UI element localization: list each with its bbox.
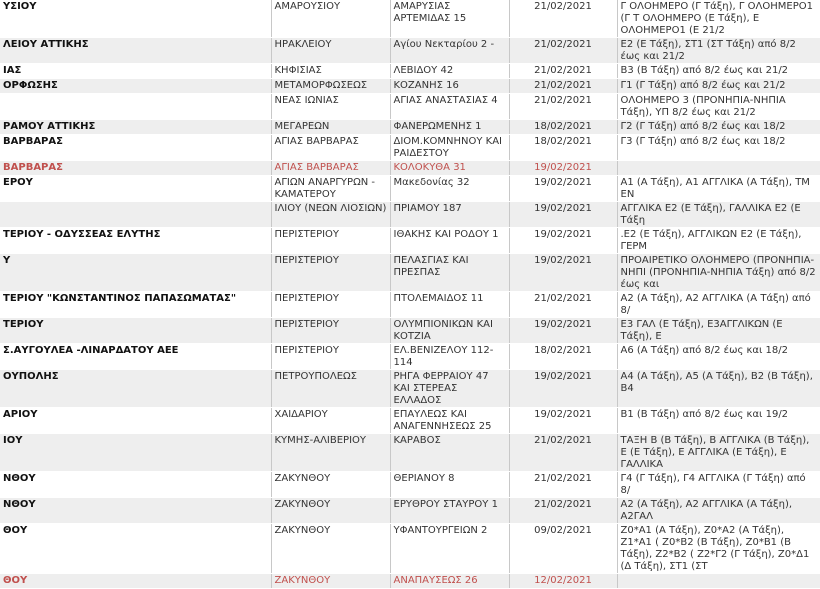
table-row — [0, 0, 820, 38]
address-cell: ΠΡΙΑΜΟΥ 187 — [390, 202, 509, 228]
closure-date-cell: 21/02/2021 — [509, 434, 617, 472]
closed-classes-cell: Ε3 ΓΑΛ (Ε Τάξη), Ε3ΑΓΓΛΙΚΩΝ (Ε Τάξη), Ε — [617, 318, 820, 344]
address-cell: Μακεδονίας 32 — [390, 176, 509, 202]
school-name-cell: ΕΡΟΥ — [0, 176, 271, 202]
address-cell: ΠΤΟΛΕΜΑΙΔΟΣ 11 — [390, 292, 509, 318]
address-cell: ΠΕΛΑΣΓΙΑΣ ΚΑΙ ΠΡΕΣΠΑΣ — [390, 254, 509, 292]
address-cell: ΚΟΛΟΚΥΘΑ 31 — [390, 161, 509, 176]
table-row — [0, 120, 820, 135]
closed-classes-cell — [617, 574, 820, 589]
school-name-cell: ΒΑΡΒΑΡΑΣ — [0, 161, 271, 176]
address-cell: ΑΓΙΑΣ ΑΝΑΣΤΑΣΙΑΣ 4 — [390, 94, 509, 120]
closure-date-cell: 19/02/2021 — [509, 228, 617, 254]
closure-date-cell: 18/02/2021 — [509, 135, 617, 161]
table-row — [0, 524, 820, 574]
municipality-cell: ΑΜΑΡΟΥΣΙΟΥ — [271, 0, 390, 38]
closure-date-cell: 21/02/2021 — [509, 0, 617, 38]
school-name-cell: ΘΟΥ — [0, 524, 271, 574]
municipality-cell: ΑΓΙΑΣ ΒΑΡΒΑΡΑΣ — [271, 135, 390, 161]
table-row — [0, 370, 820, 408]
closed-classes-cell: Α2 (Α Τάξη), Α2 ΑΓΓΛΙΚΑ (Α Τάξη) από 8/ — [617, 292, 820, 318]
school-name-cell — [0, 202, 271, 228]
municipality-cell: ΙΛΙΟΥ (ΝΕΩΝ ΛΙΟΣΙΩΝ) — [271, 202, 390, 228]
municipality-cell: ΖΑΚΥΝΘΟΥ — [271, 472, 390, 498]
municipality-cell: ΗΡΑΚΛΕΙΟΥ — [271, 38, 390, 64]
closed-classes-cell: Α6 (Α Τάξη) από 8/2 έως και 18/2 — [617, 344, 820, 370]
school-name-cell: ΝΘΟΥ — [0, 498, 271, 524]
table-row — [0, 94, 820, 120]
municipality-cell: ΚΥΜΗΣ-ΑΛΙΒΕΡΙΟΥ — [271, 434, 390, 472]
closed-classes-cell: ΤΑΞΗ Β (Β Τάξη), Β ΑΓΓΛΙΚΑ (Β Τάξη), Ε (Ε Τάξη), Ε ΑΓΓΛΙΚΑ (Ε Τάξη), Ε ΓΑΛΛΙΚΑ — [617, 434, 820, 472]
closed-classes-cell — [617, 161, 820, 176]
table-row — [0, 176, 820, 202]
table-row — [0, 574, 820, 589]
closed-classes-cell: Β3 (Β Τάξη) από 8/2 έως και 21/2 — [617, 64, 820, 79]
municipality-cell: ΑΓΙΑΣ ΒΑΡΒΑΡΑΣ — [271, 161, 390, 176]
table-row — [0, 498, 820, 524]
table-row — [0, 64, 820, 79]
table-row — [0, 135, 820, 161]
closed-classes-cell: Α2 (Α Τάξη), Α2 ΑΓΓΛΙΚΑ (Α Τάξη), Α2ΓΑΛ — [617, 498, 820, 524]
municipality-cell: ΠΕΡΙΣΤΕΡΙΟΥ — [271, 344, 390, 370]
school-name-cell: ΟΡΦΩΣΗΣ — [0, 79, 271, 94]
address-cell: ΥΦΑΝΤΟΥΡΓΕΙΩΝ 2 — [390, 524, 509, 574]
municipality-cell: ΠΕΡΙΣΤΕΡΙΟΥ — [271, 254, 390, 292]
municipality-cell: ΖΑΚΥΝΘΟΥ — [271, 574, 390, 589]
table-row — [0, 38, 820, 64]
closure-date-cell: 21/02/2021 — [509, 94, 617, 120]
closure-date-cell: 21/02/2021 — [509, 292, 617, 318]
closure-date-cell: 18/02/2021 — [509, 120, 617, 135]
address-cell: ΕΛ.ΒΕΝΙΖΕΛΟΥ 112-114 — [390, 344, 509, 370]
closed-classes-cell: Β1 (Β Τάξη) από 8/2 έως και 19/2 — [617, 408, 820, 434]
closed-classes-cell: Γ1 (Γ Τάξη) από 8/2 έως και 21/2 — [617, 79, 820, 94]
school-name-cell: ΙΑΣ — [0, 64, 271, 79]
school-name-cell: ΝΘΟΥ — [0, 472, 271, 498]
address-cell: ΑΝΑΠΑΥΣΕΩΣ 26 — [390, 574, 509, 589]
closure-date-cell: 19/02/2021 — [509, 254, 617, 292]
closure-date-cell: 21/02/2021 — [509, 79, 617, 94]
table-row — [0, 408, 820, 434]
table-row — [0, 254, 820, 292]
table-row — [0, 292, 820, 318]
closure-date-cell: 19/02/2021 — [509, 408, 617, 434]
closed-classes-cell: Γ2 (Γ Τάξη) από 8/2 έως και 18/2 — [617, 120, 820, 135]
municipality-cell: ΠΕΤΡΟΥΠΟΛΕΩΣ — [271, 370, 390, 408]
closed-classes-cell: Α4 (Α Τάξη), Α5 (Α Τάξη), Β2 (Β Τάξη), Β4 — [617, 370, 820, 408]
closed-classes-cell: Γ ΟΛΟΗΜΕΡΟ (Γ Τάξη), Γ ΟΛΟΗΜΕΡΟ1 (Γ Τ ΟΛΟΗΜΕΡΟ (Ε Τάξη), Ε ΟΛΟΗΜΕΡΟ1 (Ε 21/2 — [617, 0, 820, 38]
table-row — [0, 79, 820, 94]
closure-date-cell: 19/02/2021 — [509, 202, 617, 228]
closed-classes-cell: ΠΡΟΑΙΡΕΤΙΚΟ ΟΛΟΗΜΕΡΟ (ΠΡΟΝΗΠΙΑ-ΝΗΠΙ (ΠΡΟΝΗΠΙΑ-ΝΗΠΙΑ Τάξη) από 8/2 έως και — [617, 254, 820, 292]
municipality-cell: ΖΑΚΥΝΘΟΥ — [271, 524, 390, 574]
address-cell: ΔΙΟΜ.ΚΟΜΝΗΝΟΥ ΚΑΙ ΡΑΙΔΕΣΤΟΥ — [390, 135, 509, 161]
school-name-cell: ΥΣΙΟΥ — [0, 0, 271, 38]
municipality-cell: ΜΕΓΑΡΕΩΝ — [271, 120, 390, 135]
closed-classes-cell: Α1 (Α Τάξη), Α1 ΑΓΓΛΙΚΑ (Α Τάξη), ΤΜ ΕΝ — [617, 176, 820, 202]
closure-date-cell: 19/02/2021 — [509, 161, 617, 176]
address-cell: ΕΡΥΘΡΟΥ ΣΤΑΥΡΟΥ 1 — [390, 498, 509, 524]
closed-classes-cell: Ζ0*Α1 (Α Τάξη), Ζ0*Α2 (Α Τάξη), Ζ1*Α1 ( Ζ0*Β2 (Β Τάξη), Ζ0*Β1 (Β Τάξη), Ζ2*Β2 ( Ζ2*Γ2 (Γ Τάξη), Ζ0*Δ1 (Δ Τάξη), ΣΤ1 (ΣΤ — [617, 524, 820, 574]
municipality-cell: ΜΕΤΑΜΟΡΦΩΣΕΩΣ — [271, 79, 390, 94]
address-cell: ΚΑΡΑΒΟΣ — [390, 434, 509, 472]
closure-date-cell: 21/02/2021 — [509, 472, 617, 498]
municipality-cell: ΠΕΡΙΣΤΕΡΙΟΥ — [271, 292, 390, 318]
address-cell: ΘΕΡΙΑΝΟΥ 8 — [390, 472, 509, 498]
closure-date-cell: 21/02/2021 — [509, 38, 617, 64]
school-name-cell: ΤΕΡΙΟΥ "ΚΩΝΣΤΑΝΤΙΝΟΣ ΠΑΠΑΣΩΜΑΤΑΣ" — [0, 292, 271, 318]
table-row — [0, 202, 820, 228]
table-row — [0, 318, 820, 344]
table-row — [0, 161, 820, 176]
school-name-cell: Υ — [0, 254, 271, 292]
closure-date-cell: 19/02/2021 — [509, 370, 617, 408]
closure-date-cell: 21/02/2021 — [509, 498, 617, 524]
school-name-cell: ΡΑΜΟΥ ΑΤΤΙΚΗΣ — [0, 120, 271, 135]
table-row — [0, 434, 820, 472]
school-name-cell: ΤΕΡΙΟΥ - ΟΔΥΣΣΕΑΣ ΕΛΥΤΗΣ — [0, 228, 271, 254]
municipality-cell: ΠΕΡΙΣΤΕΡΙΟΥ — [271, 228, 390, 254]
table-row — [0, 344, 820, 370]
municipality-cell: ΖΑΚΥΝΘΟΥ — [271, 498, 390, 524]
address-cell: ΡΗΓΑ ΦΕΡΡΑΙΟΥ 47 ΚΑΙ ΣΤΕΡΕΑΣ ΕΛΛΑΔΟΣ — [390, 370, 509, 408]
closure-date-cell: 19/02/2021 — [509, 318, 617, 344]
school-name-cell: ΤΕΡΙΟΥ — [0, 318, 271, 344]
school-name-cell: ΟΥΠΟΛΗΣ — [0, 370, 271, 408]
address-cell: ΟΛΥΜΠΙΟΝΙΚΩΝ ΚΑΙ ΚΟΤΖΙΑ — [390, 318, 509, 344]
address-cell: ΑΜΑΡΥΣΙΑΣ ΑΡΤΕΜΙΔΑΣ 15 — [390, 0, 509, 38]
address-cell: ΛΕΒΙΔΟΥ 42 — [390, 64, 509, 79]
school-name-cell: ΙΟΥ — [0, 434, 271, 472]
municipality-cell: ΚΗΦΙΣΙΑΣ — [271, 64, 390, 79]
address-cell: ΕΠΑΥΛΕΩΣ ΚΑΙ ΑΝΑΓΕΝΝΗΣΕΩΣ 25 — [390, 408, 509, 434]
closed-classes-cell: .Ε2 (Ε Τάξη), ΑΓΓΛΙΚΩΝ Ε2 (Ε Τάξη), ΓΕΡΜ — [617, 228, 820, 254]
municipality-cell: ΠΕΡΙΣΤΕΡΙΟΥ — [271, 318, 390, 344]
closure-date-cell: 09/02/2021 — [509, 524, 617, 574]
closed-classes-cell: Γ4 (Γ Τάξη), Γ4 ΑΓΓΛΙΚΑ (Γ Τάξη) από 8/ — [617, 472, 820, 498]
municipality-cell: ΝΕΑΣ ΙΩΝΙΑΣ — [271, 94, 390, 120]
closed-classes-cell: Γ3 (Γ Τάξη) από 8/2 έως και 18/2 — [617, 135, 820, 161]
school-name-cell: ΛΕΙΟΥ ΑΤΤΙΚΗΣ — [0, 38, 271, 64]
closed-classes-cell: ΟΛΟΗΜΕΡΟ 3 (ΠΡΟΝΗΠΙΑ-ΝΗΠΙΑ Τάξη), ΥΠ 8/2 έως και 21/2 — [617, 94, 820, 120]
address-cell: Αγίου Νεκταρίου 2 - — [390, 38, 509, 64]
address-cell: ΚΟΖΑΝΗΣ 16 — [390, 79, 509, 94]
table-row — [0, 472, 820, 498]
address-cell: ΦΑΝΕΡΩΜΕΝΗΣ 1 — [390, 120, 509, 135]
closure-date-cell: 21/02/2021 — [509, 64, 617, 79]
closed-classes-cell: ΑΓΓΛΙΚΑ Ε2 (Ε Τάξη), ΓΑΛΛΙΚΑ Ε2 (Ε Τάξη — [617, 202, 820, 228]
closure-date-cell: 19/02/2021 — [509, 176, 617, 202]
table-row — [0, 228, 820, 254]
school-name-cell: ΒΑΡΒΑΡΑΣ — [0, 135, 271, 161]
closure-date-cell: 18/02/2021 — [509, 344, 617, 370]
closure-date-cell: 12/02/2021 — [509, 574, 617, 589]
closed-classes-cell: Ε2 (Ε Τάξη), ΣΤ1 (ΣΤ Τάξη) από 8/2 έως και 21/2 — [617, 38, 820, 64]
school-name-cell: Σ.ΑΥΓΟΥΛΕΑ -ΛΙΝΑΡΔΑΤΟΥ ΑΕΕ — [0, 344, 271, 370]
address-cell: ΙΘΑΚΗΣ ΚΑΙ ΡΟΔΟΥ 1 — [390, 228, 509, 254]
school-name-cell: ΑΡΙΟΥ — [0, 408, 271, 434]
school-name-cell: ΘΟΥ — [0, 574, 271, 589]
school-name-cell — [0, 94, 271, 120]
municipality-cell: ΑΓΙΩΝ ΑΝΑΡΓΥΡΩΝ - ΚΑΜΑΤΕΡΟΥ — [271, 176, 390, 202]
municipality-cell: ΧΑΙΔΑΡΙΟΥ — [271, 408, 390, 434]
